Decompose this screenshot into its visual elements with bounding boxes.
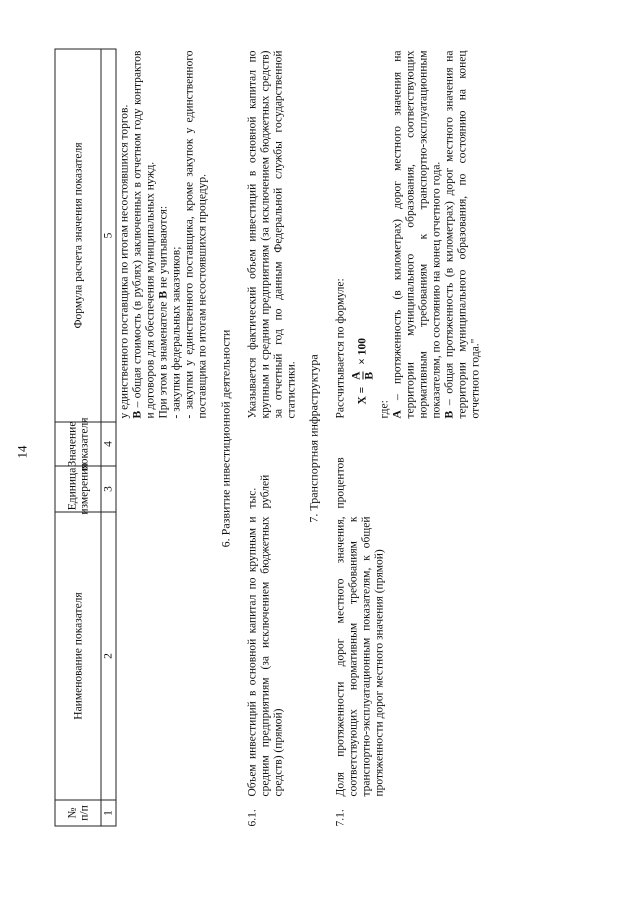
header-value: Значение показателя [56,422,102,466]
header-num: № п/п [56,800,102,826]
row-7-1-num: 7.1. [334,809,347,827]
colnum-1: 1 [102,800,116,826]
table-header [55,49,102,827]
row-6-1-formula: Указывается фактический объем инвестиций в основной капитал по крупным и средним предприятиям (за исключением бюджетных средств) за отчетный год по данным Федеральной службы государственной статистики. [246,50,298,419]
column-numbers [101,49,117,827]
row-6-1-name: Объем инвестиций в основной капитал по крупным и средним предприятиям (за исключением бюджетных средств) (прямой) [246,516,285,797]
row-6-1-unit: тыс. рублей [246,474,272,509]
row-6-1-num: 6.1. [246,809,259,827]
colnum-3: 3 [102,466,116,512]
colnum-4: 4 [102,422,116,466]
page-number: 14 [14,445,30,459]
header-formula: Формула расчета значения показателя [72,142,85,329]
continued-formula: у единственного поставщика по итогам несостоявшихся торгов. B – общая стоимость (в рублях) заключенных в отчетном году контрактов и договоров для обеспечения муниципальных нужд. При этом в знаменателе B не учитываются: - закупки федеральных заказчиков; - закупки у единственного поставщика, кроме закупок у единственного поставщика по итогам несостоявшихся процедур. [118,50,209,419]
colnum-2: 2 [102,512,116,800]
colnum-5: 5 [102,232,115,239]
row-7-1-formula: Рассчитывается по формуле: X = A B × 100 где: A – протяженность (в километрах) дорог местного значения на территории муниципального образования, соответствующих нормативным требованиям к транспортно-эксплуатационным показателям, по состоянию на конец отчетного года. B – общая протяженность (в километрах) дорог местного значения на территории муниципального образования, по состоянию на конец отчетного года." [334,50,482,419]
formula-expression: X = A B × 100 [350,338,376,405]
header-name: Наименование показателя [56,512,102,800]
row-7-1-name: Доля протяженности дорог местного значения, соответствующих нормативным требованиям к транспортно-эксплуатационным показателям, к общей протяженности дорог местного значения (прямой) [334,516,386,797]
header-unit: Единица измерения [56,466,102,512]
section-7-title: 7. Транспортная инфраструктура [306,354,321,523]
section-6-title: 6. Развитие инвестиционной деятельности [218,329,233,548]
row-7-1-unit: процентов [334,457,347,509]
rotated-page [1,0,640,905]
